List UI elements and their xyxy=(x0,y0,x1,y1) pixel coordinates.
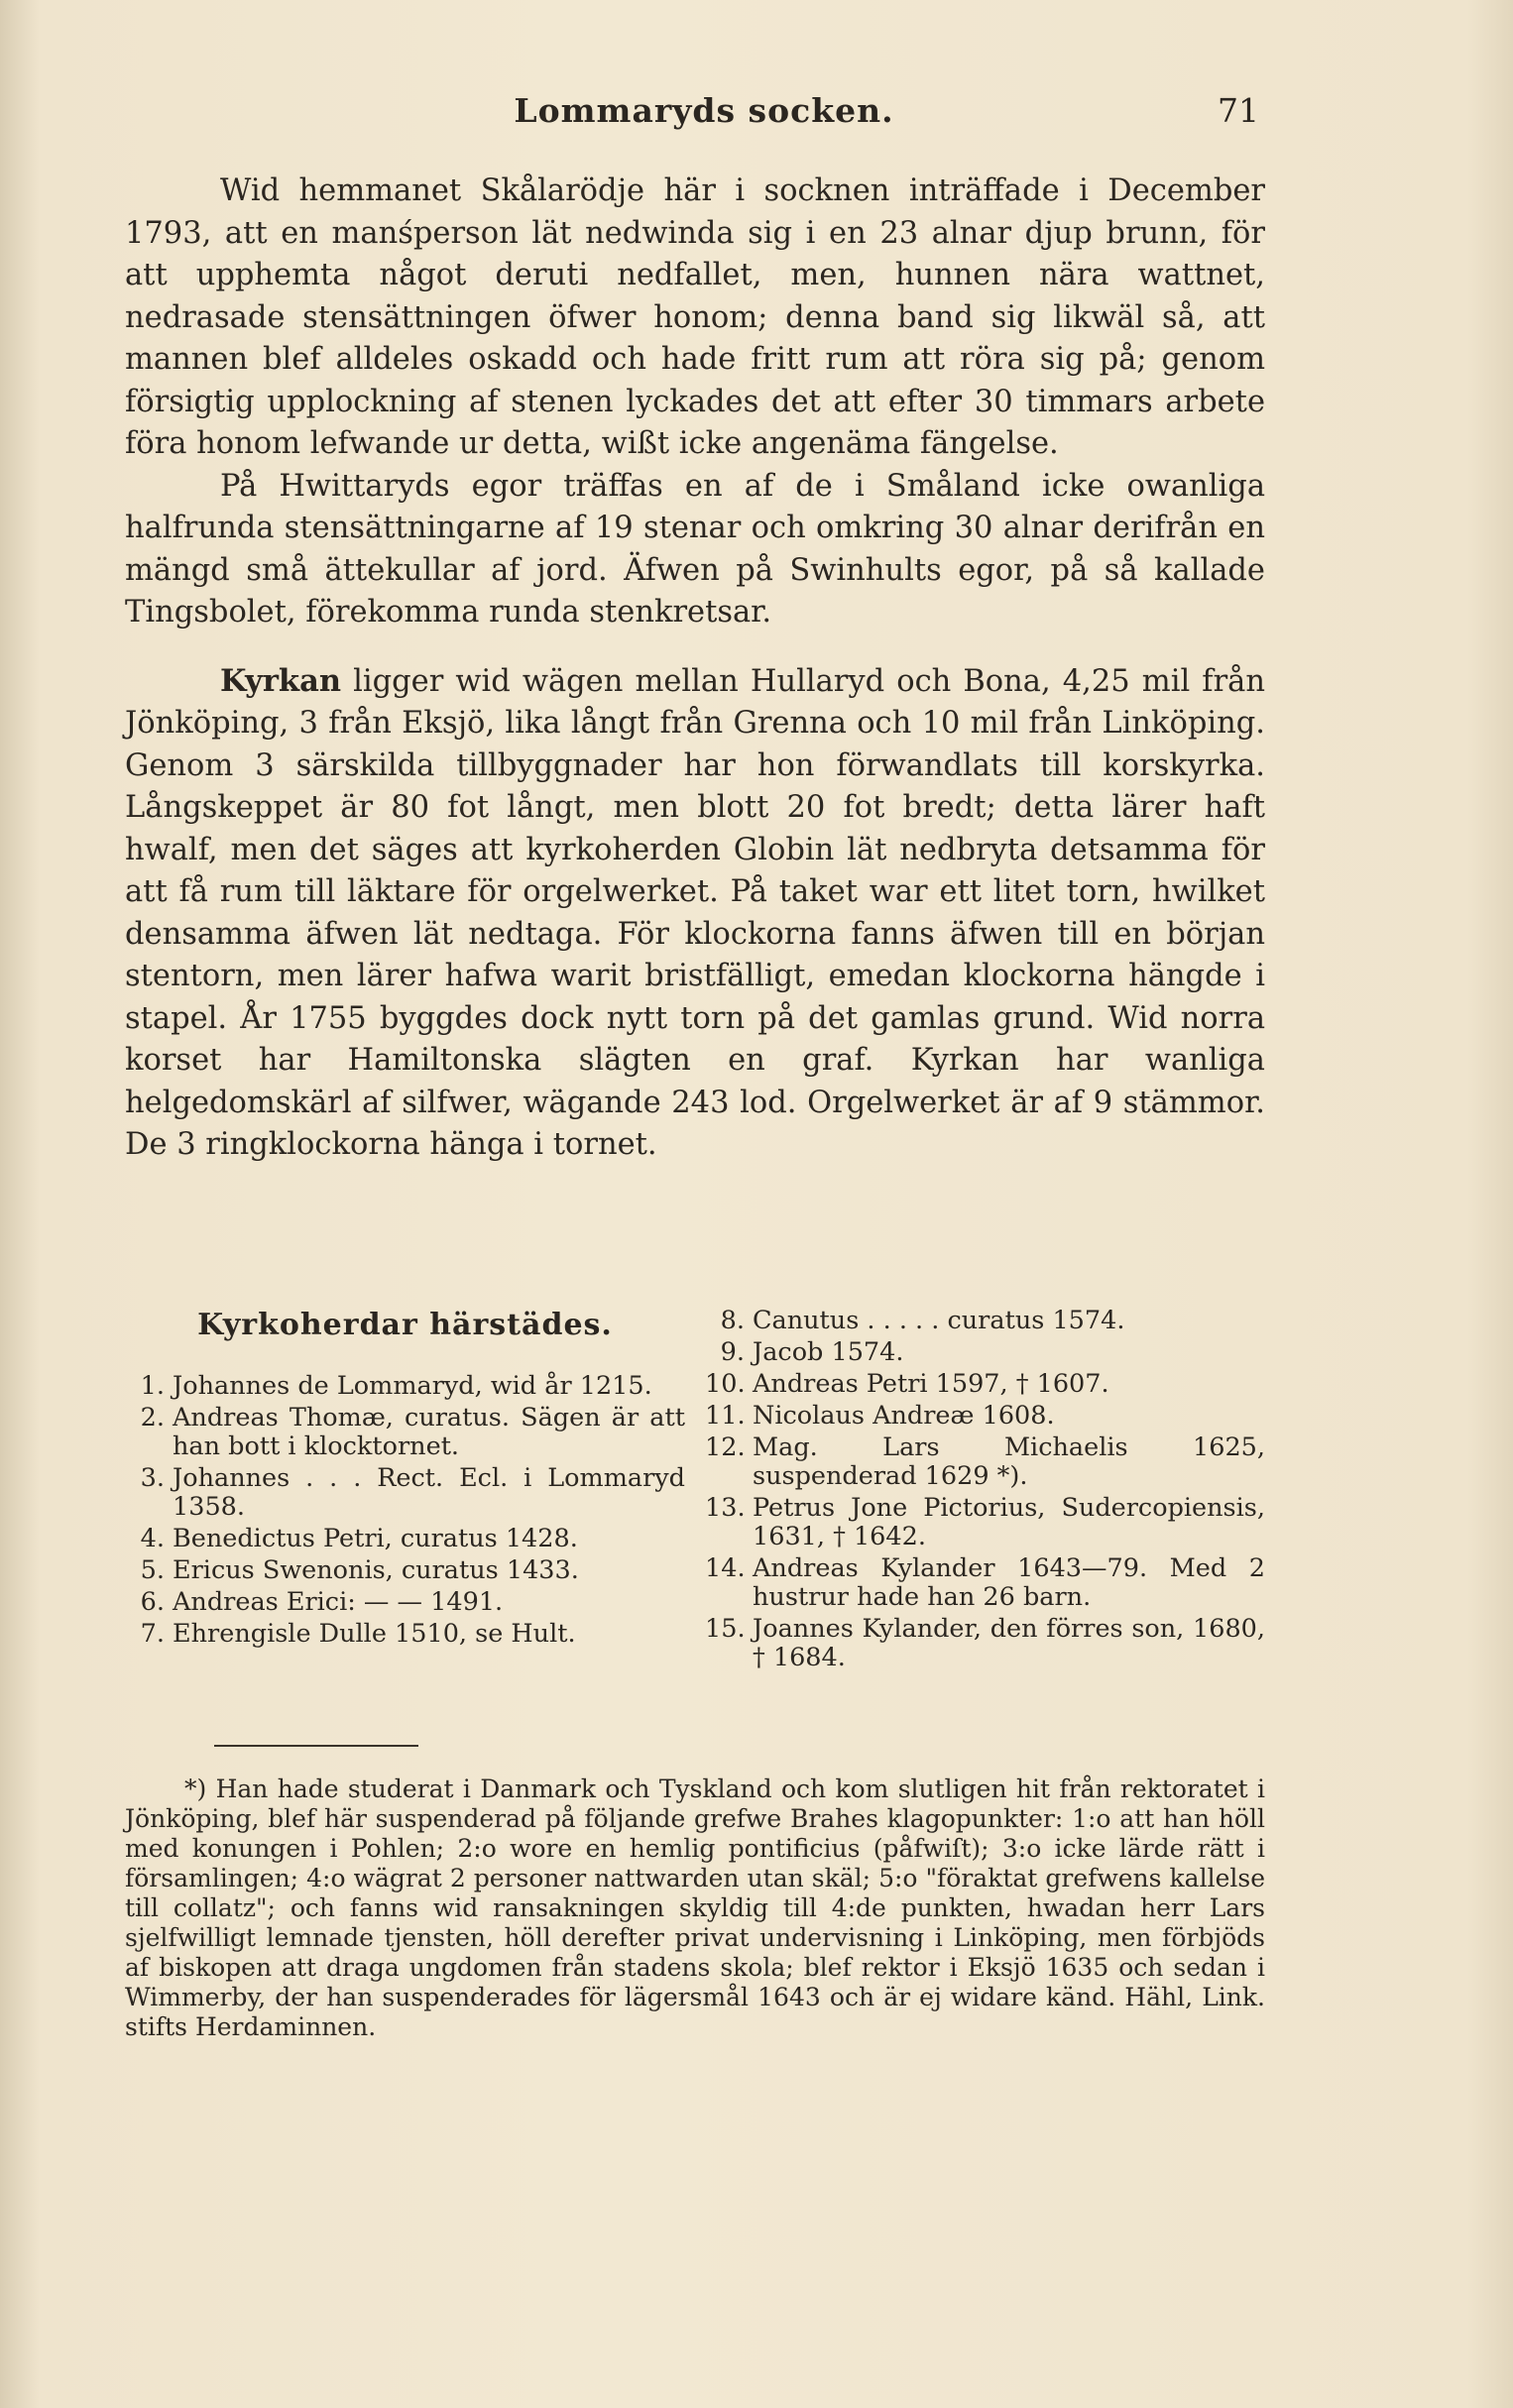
paragraph-text: ligger wid wägen mellan Hullaryd och Bona, 4,25 mil från Jönköping, 3 från Eksjö, lika långt från Grenna och 10 mil från Linköping. Genom 3 särskilda tillbyggnader har hon förwandlats till korskyrka. Långskeppet är 80 fot långt, men blott 20 fot bredt; detta lärer haft hwalf, men det säges att kyrkoherden Globin lät nedbryta detsamma för att få rum till läktare för orgelwerket. På taket war ett litet torn, hwilket densamma äfwen lät nedtaga. För klockorna fanns äfwen till en början stentorn, men lärer hafwa warit bristfälligt, emedan klockorna hängde i stapel. År 1755 byggdes dock nytt torn på det gamlas grund. Wid norra korset har Hamiltonska slägten en graf. Kyrkan har wanliga helgedomskärl af silfwer, wägande 243 lod. Orgelwerket är af 9 stämmor. De 3 ringklockorna hänga i tornet. xyxy=(125,663,1265,1162)
list-item xyxy=(705,1554,1265,1612)
list-number: 10. xyxy=(705,1369,746,1399)
clergy-heading: Kyrkoherdar härstädes. xyxy=(197,1308,613,1342)
footnote-divider xyxy=(214,1745,418,1747)
main-text xyxy=(125,171,1265,1167)
list-number: 9. xyxy=(720,1337,745,1367)
list-item xyxy=(705,1307,1265,1335)
list-text: Andreas Petri 1597, † 1607. xyxy=(753,1369,1109,1399)
list-text: Andreas Erici: — — 1491. xyxy=(173,1587,504,1617)
list-item xyxy=(125,1404,685,1461)
list-number: 5. xyxy=(140,1555,165,1585)
paragraph xyxy=(125,660,1265,1167)
list-text: Petrus Jone Pictorius, Sudercopiensis, 1631, † 1642. xyxy=(753,1493,1265,1551)
list-text: Ehrengisle Dulle 1510, se Hult. xyxy=(173,1619,576,1649)
paragraph-lead: Kyrkan xyxy=(220,662,341,699)
list-text: Andreas Kylander 1643—79. Med 2 hustrur hade han 26 barn. xyxy=(753,1553,1265,1612)
list-text: Johannes de Lommaryd, wid år 1215. xyxy=(173,1371,652,1401)
footnote xyxy=(125,1775,1265,2042)
list-item xyxy=(125,1372,685,1401)
page-number: 71 xyxy=(1218,91,1259,130)
list-number: 2. xyxy=(140,1403,165,1433)
list-item xyxy=(125,1525,685,1553)
list-item xyxy=(125,1588,685,1617)
page-header xyxy=(149,91,1259,131)
list-item xyxy=(705,1338,1265,1367)
list-number: 12. xyxy=(705,1433,746,1462)
list-text: Andreas Thomæ, curatus. Sägen är att han bott i klocktornet. xyxy=(173,1403,685,1461)
list-text: Ericus Swenonis, curatus 1433. xyxy=(173,1555,579,1585)
list-item xyxy=(125,1464,685,1522)
list-number: 4. xyxy=(140,1524,165,1553)
list-text: Joannes Kylander, den förres son, 1680, † 1684. xyxy=(753,1614,1265,1672)
list-number: 11. xyxy=(705,1401,746,1431)
list-item xyxy=(125,1556,685,1585)
paragraph-text: Wid hemmanet Skålarödje här i socknen inträffade i December 1793, att en manśperson lät nedwinda sig i en 23 alnar djup brunn, för att upphemta något deruti nedfallet, men, hunnen nära wattnet, nedrasade stensättningen öfwer honom; denna band sig likwäl så, att mannen blef alldeles oskadd och hade fritt rum att röra sig på; genom försigtig upplockning af stenen lyckades det att efter 30 timmars arbete föra honom lefwande ur detta, wißt icke angenäma fängelse. xyxy=(125,173,1265,461)
list-number: 15. xyxy=(705,1614,746,1644)
list-number: 8. xyxy=(720,1306,745,1335)
list-item xyxy=(705,1370,1265,1399)
list-item xyxy=(705,1433,1265,1491)
list-text: Johannes . . . Rect. Ecl. i Lommaryd 1358. xyxy=(173,1463,685,1522)
clergy-list xyxy=(125,1307,1265,1723)
list-number: 6. xyxy=(140,1587,165,1617)
list-number: 14. xyxy=(705,1553,746,1583)
paragraph-text: På Hwittaryds egor träffas en af de i Småland icke owanliga halfrunda stensättningarne af 19 stenar och omkring 30 alnar derifrån en mängd små ättekullar af jord. Äfwen på Swinhults egor, på så kallade Tingsbolet, förekomma runda stenkretsar. xyxy=(125,468,1265,630)
list-item xyxy=(125,1620,685,1649)
list-text: Nicolaus Andreæ 1608. xyxy=(753,1401,1055,1431)
list-number: 3. xyxy=(140,1463,165,1493)
list-text: Mag. Lars Michaelis 1625, suspenderad 1629 *). xyxy=(753,1433,1265,1491)
list-item xyxy=(705,1494,1265,1551)
list-number: 7. xyxy=(140,1619,165,1649)
list-number: 13. xyxy=(705,1493,746,1523)
footnote-text: *) Han hade studerat i Danmark och Tyskland och kom slutligen hit från rektoratet i Jönköping, blef här suspenderad på följande grefwe Brahes klagopunkter: 1:o att han höll med konungen i Pohlen; 2:o wore en hemlig pontificius (påfwiſt); 3:o icke lärde rätt i församlingen; 4:o wägrat 2 personer nattwarden utan skäl; 5:o "föraktat grefwens kallelse till collatz"; och fanns wid ransakningen skyldig till 4:de punkten, hwadan herr Lars sjelfwilligt lemnade tjensten, höll derefter privat undervisning i Linköping, men förbjöds af biskopen att draga ungdomen från stadens skola; blef rektor i Eksjö 1635 och sedan i Wimmerby, der han suspenderades för lägersmål 1643 och är ej widare känd. Hähl, Link. stifts Herdaminnen. xyxy=(125,1775,1265,2041)
list-text: Benedictus Petri, curatus 1428. xyxy=(173,1524,578,1553)
list-text: Jacob 1574. xyxy=(753,1337,904,1367)
list-text: Canutus . . . . . curatus 1574. xyxy=(753,1306,1125,1335)
list-item xyxy=(705,1402,1265,1431)
paragraph xyxy=(125,466,1265,634)
list-number: 1. xyxy=(140,1371,165,1401)
paragraph xyxy=(125,171,1265,466)
list-item xyxy=(705,1615,1265,1672)
clergy-column-right xyxy=(705,1307,1265,1675)
clergy-column-left xyxy=(125,1307,685,1652)
running-title: Lommaryds socken. xyxy=(514,91,894,130)
